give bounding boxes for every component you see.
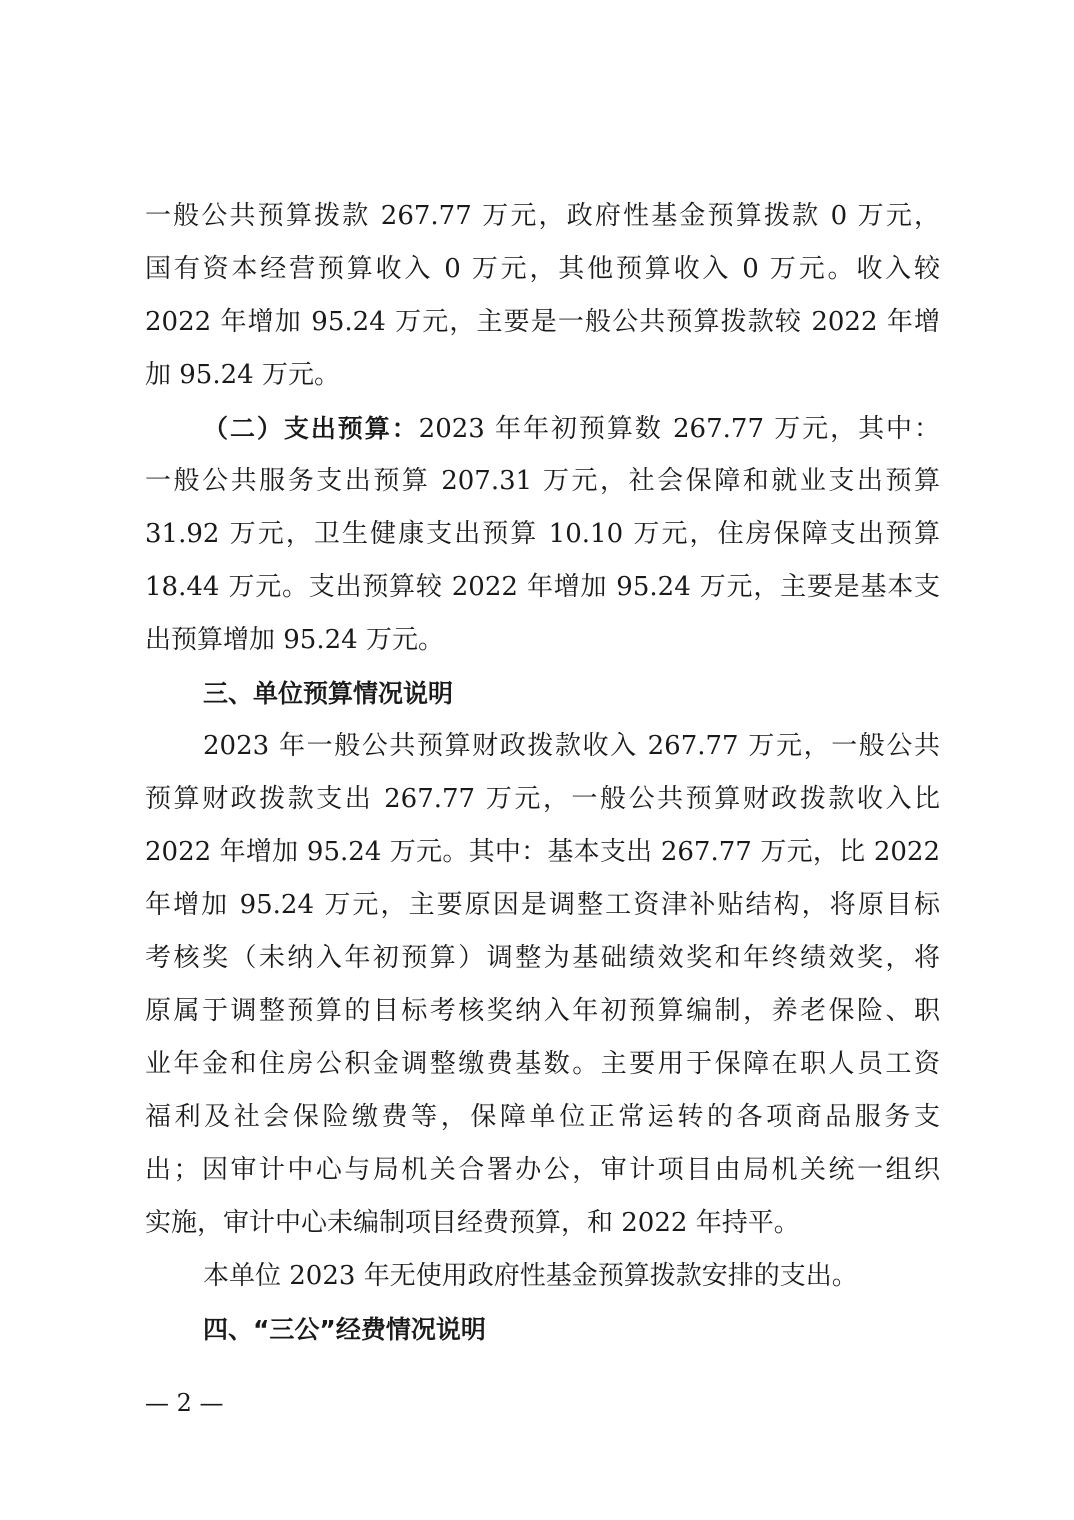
text-line: 2023 年一般公共预算财政拨款收入 267.77 万元，一般公共: [203, 731, 940, 761]
text-line: 2022 年增加 95.24 万元，主要是一般公共预算拨款较 2022 年增: [145, 307, 940, 337]
expenditure-label: （二）支出预算：: [203, 414, 419, 443]
text-line: 一般公共服务支出预算 207.31 万元，社会保障和就业支出预算: [145, 466, 940, 496]
document-body: [145, 190, 940, 1356]
text-line: 国有资本经营预算收入 0 万元，其他预算收入 0 万元。收入较: [145, 254, 940, 284]
section-heading-three: 三、单位预算情况说明: [203, 679, 454, 708]
section-heading-four: 四、“三公”经费情况说明: [203, 1315, 486, 1344]
expenditure-first-line-text: 2023 年年初预算数 267.77 万元，其中：: [418, 414, 940, 444]
text-line: 考核奖（未纳入年初预算）调整为基础绩效奖和年终绩效奖，将: [145, 943, 940, 973]
text-line: 出；因审计中心与局机关合署办公，审计项目由局机关统一组织: [145, 1155, 940, 1185]
expenditure-first-line: [145, 402, 940, 455]
text-line: 预算财政拨款支出 267.77 万元，一般公共预算财政拨款收入比: [145, 784, 940, 814]
text-line: 加 95.24 万元。: [145, 360, 340, 390]
text-line: 福利及社会保险缴费等，保障单位正常运转的各项商品服务支: [145, 1102, 940, 1132]
text-line: 18.44 万元。支出预算较 2022 年增加 95.24 万元，主要是基本支: [145, 572, 940, 602]
text-line: 原属于调整预算的目标考核奖纳入年初预算编制，养老保险、职: [145, 996, 940, 1026]
text-line: 2022 年增加 95.24 万元。其中：基本支出 267.77 万元，比 2022: [145, 837, 940, 867]
text-line: 实施，审计中心未编制项目经费预算，和 2022 年持平。: [145, 1208, 800, 1238]
fund-note: 本单位 2023 年无使用政府性基金预算拨款安排的支出。: [203, 1261, 858, 1291]
text-line: 业年金和住房公积金调整缴费基数。主要用于保障在职人员工资: [145, 1049, 940, 1079]
text-line: 年增加 95.24 万元，主要原因是调整工资津补贴结构，将原目标: [145, 890, 940, 920]
text-line: 出预算增加 95.24 万元。: [145, 625, 444, 655]
page-number: — 2 —: [145, 1389, 224, 1417]
text-line: 一般公共预算拨款 267.77 万元，政府性基金预算拨款 0 万元，: [145, 201, 940, 231]
text-line: 31.92 万元，卫生健康支出预算 10.10 万元，住房保障支出预算: [145, 519, 940, 549]
